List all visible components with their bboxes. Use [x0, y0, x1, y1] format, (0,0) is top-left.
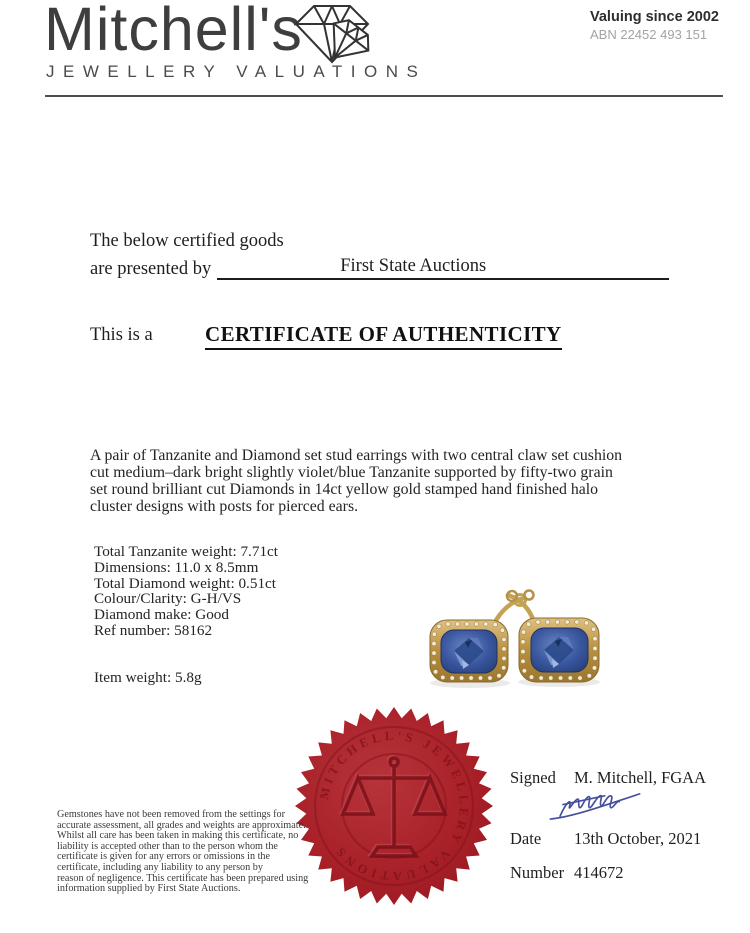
item-description [90, 447, 622, 515]
spec-tanzanite-weight: Total Tanzanite weight: 7.71ct [94, 543, 279, 560]
disclaimer-text [57, 810, 308, 895]
title-lead-in: This is a [90, 325, 153, 345]
spec-diamond-make: Diamond make: Good [94, 606, 229, 624]
item-weight: Item weight: 5.8g [94, 669, 202, 686]
number-label: Number [510, 863, 565, 882]
valuing-since-text: Valuing since 2002 [590, 9, 719, 25]
disclaimer-line: reason of negligence. This certificate has been prepared using [57, 872, 309, 884]
description-line: set round brilliant cut Diamonds in 14ct yellow gold stamped hand finished halo [90, 481, 599, 498]
spec-dimensions: Dimensions: 11.0 x 8.5mm [94, 558, 259, 576]
brand-tagline: JEWELLERY VALUATIONS [46, 62, 427, 81]
spec-ref-number: Ref number: 58162 [94, 621, 213, 639]
description-line: cluster designs with posts for pierced ears. [90, 498, 359, 515]
seal-ring-text: MITCHELL'S JEWELLERY VALUATIONS [317, 728, 472, 884]
signoff-section [510, 768, 730, 883]
abn-text: ABN 22452 493 151 [590, 27, 708, 42]
description-line: cut medium–dark bright slightly violet/blue Tanzanite supported by fifty-two grain [90, 464, 613, 481]
header-divider [45, 95, 723, 97]
left-earring [430, 591, 534, 683]
signed-value: M. Mitchell, FGAA [574, 768, 706, 787]
spec-colour-clarity: Colour/Clarity: G-H/VS [94, 590, 242, 608]
spec-diamond-weight: Total Diamond weight: 0.51ct [94, 574, 276, 592]
presented-section [90, 231, 669, 280]
certificate-title: CERTIFICATE OF AUTHENTICITY [205, 322, 562, 350]
signed-label: Signed [510, 768, 556, 787]
notary-seal [294, 706, 494, 906]
disclaimer-line: Gemstones have not been removed from the settings for [57, 809, 286, 820]
number-value: 414672 [574, 863, 624, 882]
date-label: Date [510, 829, 542, 848]
right-earring [507, 591, 599, 682]
description-line: A pair of Tanzanite and Diamond set stud earrings with two central claw set cushion [90, 447, 623, 464]
disclaimer-line: information supplied by First State Auctions. [57, 883, 241, 895]
presented-line1: The below certified goods [90, 231, 284, 251]
spec-list [94, 544, 278, 639]
disclaimer-line: liability is accepted other than to the person whom the [57, 840, 278, 852]
presenter-name: First State Auctions [217, 256, 669, 280]
brand-name: Mitchell's [44, 0, 303, 63]
presented-line2-prefix: are presented by [90, 259, 212, 279]
disclaimer-line: certificate, including any liability to any person by [57, 861, 263, 873]
signature-ink [546, 790, 644, 823]
header-right-block [590, 9, 719, 42]
disclaimer-line: Whilst all care has been taken in making this certificate, no [57, 830, 299, 842]
date-value: 13th October, 2021 [574, 829, 702, 848]
earrings-photo [402, 580, 612, 698]
disclaimer-line: certificate is given for any errors or omissions in the [57, 851, 271, 863]
disclaimer-line: accurate assessment, all grades and weights are approximate. [57, 819, 306, 831]
